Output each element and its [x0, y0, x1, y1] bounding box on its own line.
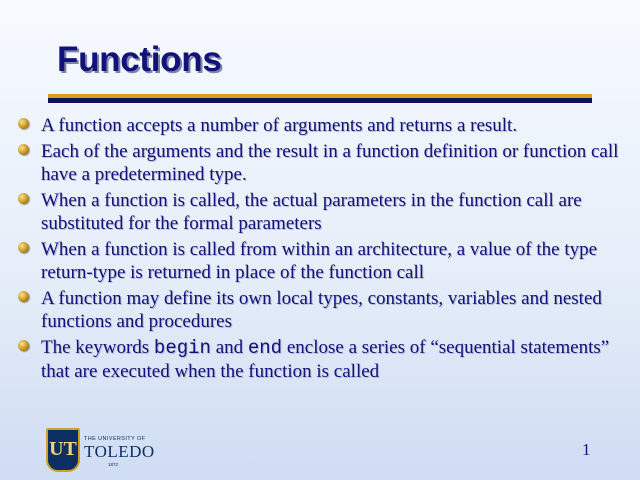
logo-year: 1872 — [108, 462, 119, 467]
bullet-text: A function accepts a number of arguments and returns a result. — [41, 115, 518, 136]
bullet-icon — [18, 242, 29, 253]
ut-shield-icon: UT — [46, 428, 80, 472]
bullet-icon — [18, 193, 29, 204]
keyword-begin: begin — [153, 337, 211, 359]
bullet-icon — [18, 340, 29, 351]
bullet-text: The keywords begin and end enclose a series of “sequential statements” that are executed when the function is called — [41, 337, 610, 382]
logo-line1: THE UNIVERSITY OF — [84, 436, 146, 442]
bullet-text: Each of the arguments and the result in a function definition or function call have a predetermined type. — [41, 141, 619, 185]
slide-title: Functions — [57, 40, 222, 79]
bullet-icon — [18, 118, 29, 129]
bullet-icon — [18, 291, 29, 302]
slide-number: 1 — [582, 440, 591, 459]
bullet-item — [18, 238, 624, 284]
bullet-text: A function may define its own local types, constants, variables and nested functions and procedures — [41, 288, 602, 332]
bullet-text: When a function is called, the actual parameters in the function call are substituted for the formal parameters — [41, 190, 582, 234]
bullet-icon — [18, 144, 29, 155]
bullet-item — [18, 140, 624, 186]
bullet-item — [18, 287, 624, 333]
bullet-item — [18, 114, 624, 137]
title-rule-navy — [48, 98, 592, 103]
bullet-list — [18, 114, 624, 386]
logo-line2: TOLEDO — [84, 442, 155, 461]
bullet-text: When a function is called from within an architecture, a value of the type return-type is returned in place of the function call — [41, 239, 598, 283]
bullet-item — [18, 336, 624, 383]
university-logo — [46, 428, 155, 472]
bullet-item — [18, 189, 624, 235]
keyword-end: end — [247, 337, 283, 359]
